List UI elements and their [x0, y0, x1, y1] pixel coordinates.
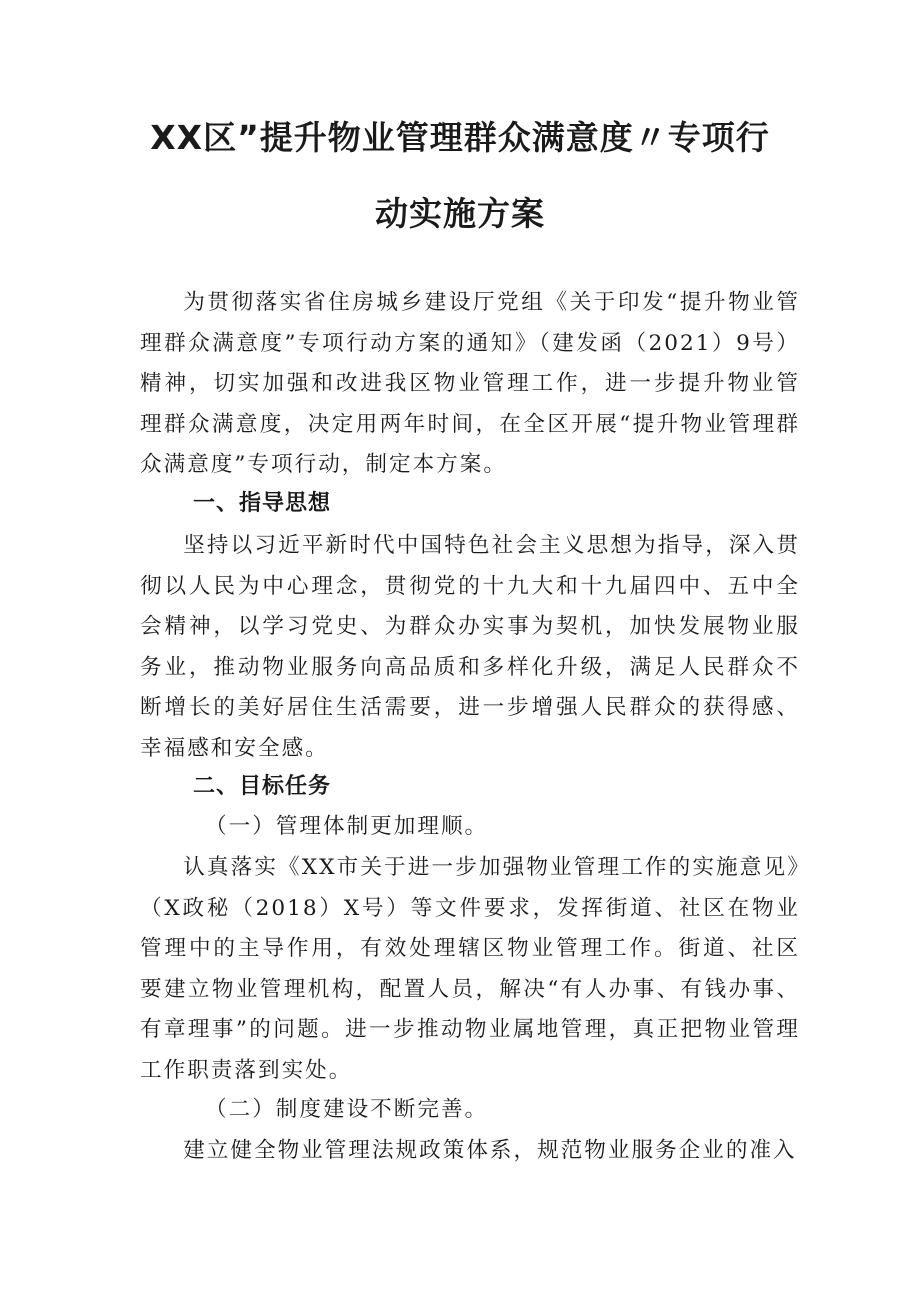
- intro-paragraph: 为贯彻落实省住房城乡建设厅党组《关于印发“提升物业管理群众满意度”专项行动方案的通知》（建发函（2021）9号）精神，切实加强和改进我区物业管理工作，进一步提升物业管理群众满意度，决定用两年时间，在全区开展“提升物业管理群众满意度”专项行动，制定本方案。: [140, 290, 800, 477]
- section-heading-guiding-ideology: 一、指导思想: [193, 491, 332, 516]
- section-heading-goals-tasks: 二、目标任务: [193, 774, 332, 799]
- guiding-ideology-paragraph: 坚持以习近平新时代中国特色社会主义思想为指导，深入贯彻以人民为中心理念，贯彻党的十九大和十九届四中、五中全会精神，以学习党史、为群众办实事为契机，加快发展物业服务业，推动物业服务向高品质和多样化升级，满足人民群众不断增长的美好居住生活需要，进一步增强人民群众的获得感、幸福感和安全感。: [140, 533, 800, 761]
- subheading-system-construction: （二）制度建设不断完善。: [205, 1097, 489, 1122]
- management-system-paragraph: 认真落实《XX市关于进一步加强物业管理工作的实施意见》（X政秘（2018）X号）等文件要求，发挥街道、社区在物业管理中的主导作用，有效处理辖区物业管理工作。街道、社区要建立物业管理机构，配置人员，解决“有人办事、有钱办事、有章理事”的问题。进一步推动物业属地管理，真正把物业管理工作职责落到实处。: [140, 855, 800, 1083]
- system-construction-paragraph: 建立健全物业管理法规政策体系，规范物业服务企业的准入: [183, 1138, 797, 1163]
- document-title-line-1: XX区”提升物业管理群众满意度〃专项行: [150, 118, 770, 157]
- subheading-management-system: （一）管理体制更加理顺。: [205, 814, 489, 839]
- document-title-line-2: 动实施方案: [375, 194, 545, 233]
